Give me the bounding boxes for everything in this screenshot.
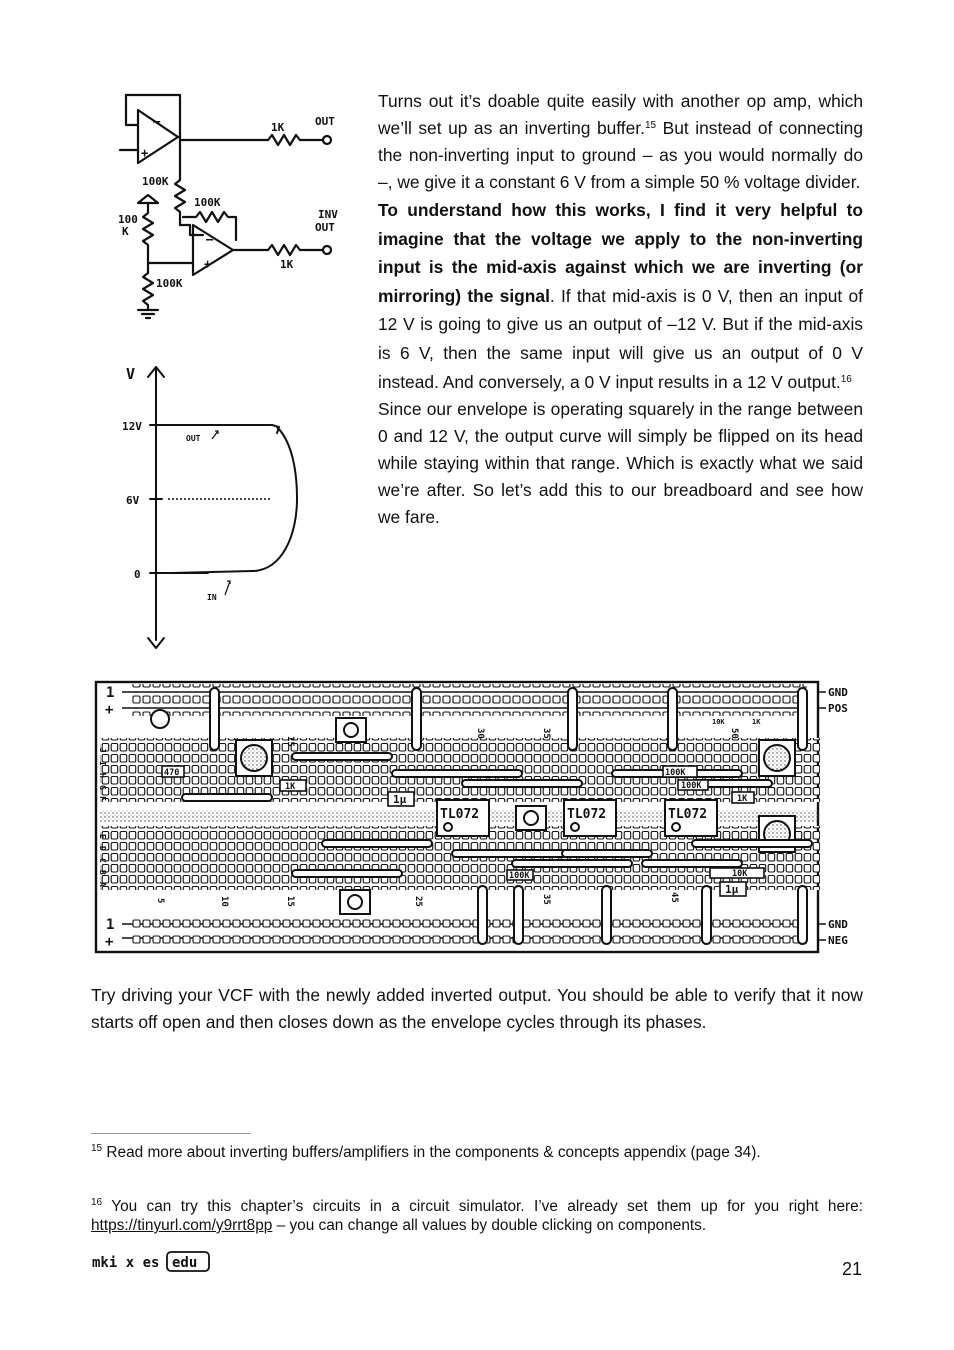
res-label-100k-c: 100K <box>681 781 702 791</box>
col-num-10-bottom: 10 <box>219 896 229 907</box>
res-label-100k-b: 100K <box>509 871 530 881</box>
simulator-link[interactable]: https://tinyurl.com/y9rrt8pp <box>91 1217 273 1234</box>
res-label-470: 470 <box>164 768 180 778</box>
col-num-15-top: 15 <box>285 736 295 747</box>
label-inv-b: OUT <box>315 221 335 234</box>
label-out: OUT <box>315 115 335 128</box>
res-label-1u-a: 1µ <box>393 793 407 806</box>
label-r-div-top-b: K <box>122 225 129 238</box>
page-number: 21 <box>841 1259 862 1279</box>
svg-text:mki x es: mki x es <box>92 1255 160 1271</box>
col-num-15-bottom: 15 <box>285 896 295 907</box>
rail-label-top-pos: POS <box>828 702 848 715</box>
row-letter-c: C <box>98 858 107 863</box>
rail-sign-bottom-1: 1 <box>106 917 115 933</box>
res-label-10k-a: 10K <box>732 869 748 879</box>
col-num-35-bottom: 35 <box>541 894 551 905</box>
chip-label-1: TL072 <box>440 807 480 822</box>
row-letter-g: G <box>98 785 107 790</box>
voltage-graph <box>112 355 312 655</box>
rail-label-top-gnd: GND <box>828 686 848 699</box>
col-num-25-bottom: 25 <box>413 896 423 907</box>
resistor-1k-bottom <box>268 245 300 255</box>
row-letter-b: B <box>98 870 107 875</box>
tick-12v: 12V <box>122 420 142 433</box>
rail-sign-top-1: 1 <box>106 685 115 701</box>
label-r-bottom: 1K <box>280 258 294 271</box>
res-label-1k-c: 1K <box>752 718 761 726</box>
label-out-curve: OUT <box>186 434 201 443</box>
svg-text:edu: edu <box>172 1255 198 1271</box>
right-column-text <box>378 88 863 531</box>
label-inv-a: INV <box>318 208 338 221</box>
label-in-curve: IN <box>207 593 217 602</box>
resistor-100k-divider-bottom <box>143 273 153 305</box>
row-letter-f: F <box>98 796 107 801</box>
paragraph-1: Turns out it’s doable quite easily with another op amp, which we’ll set up as an inverting buffer.$^{15}$ But instead of connecting the non-inverting input to ground – as you would normally do –, we give it a constant 6 V from a simple 50 % voltage divider. <box>378 91 864 192</box>
row-letter-j: J <box>98 748 107 753</box>
rail-label-bottom-gnd: GND <box>828 918 848 931</box>
paragraph-2: To understand how this works, I find it very helpful to imagine that the voltage we apply to the non-inverting input is the mid-axis against which we are inverting (or mirroring) the signal. If that mid-axis is 0 V, then an input of 12 V is going to give us an output of –12 V. But if the mid-axis is 6 V, then the same input will give us an output of 0 V instead. And conversely, a 0 V input results in a 12 V output.$^{16}$ <box>378 200 863 392</box>
row-letter-d: D <box>98 846 107 851</box>
rail-label-bottom-neg: NEG <box>828 934 848 947</box>
inverting-buffer-schematic <box>108 85 353 320</box>
res-label-1u-b: 1µ <box>725 883 739 896</box>
resistor-100k-divider-top <box>143 213 153 245</box>
res-label-1k-b: 1K <box>737 794 748 804</box>
row-letter-a: A <box>98 882 107 887</box>
footnote-ref-15[interactable]: 15 <box>644 120 657 131</box>
svg-text:–: – <box>206 232 214 246</box>
resistor-100k-vertical <box>175 180 185 212</box>
tick-0: 0 <box>134 568 141 581</box>
breadboard-illustration <box>92 676 862 956</box>
footnote-divider <box>91 1133 251 1134</box>
col-num-35-top: 35 <box>541 728 551 739</box>
paragraph-4: Try driving your VCF with the newly added inverted output. You should be able to verify that it now starts off open and then closes down as the envelope cycles through its phases. <box>91 985 863 1032</box>
svg-text:–: – <box>153 114 161 128</box>
paragraph-3: Since our envelope is operating squarely in the range between 0 and 12 V, the output curve will simply be flipped on its head while staying within that range. Which is exactly what we said we’re after. So let’s add this to our breadboard and see how we fare. <box>378 399 863 528</box>
res-label-100k-a: 100K <box>665 768 686 778</box>
label-r-div-top-a: 100 <box>118 213 138 226</box>
svg-text:+: + <box>141 146 149 160</box>
res-label-10k-b: 10K <box>712 718 725 726</box>
label-r-top: 1K <box>271 121 285 134</box>
label-r-fb-left: 100K <box>142 175 169 188</box>
label-r-fb: 100K <box>194 196 221 209</box>
axis-label-v: V <box>126 365 136 383</box>
row-letter-h: H <box>98 773 107 778</box>
tick-6v: 6V <box>126 494 140 507</box>
col-num-30-top: 30 <box>475 728 485 739</box>
rail-sign-bottom-plus: + <box>105 934 114 950</box>
chip-label-3: TL072 <box>668 807 708 822</box>
col-num-5-bottom: 5 <box>155 898 165 904</box>
row-letter-e: E <box>98 834 107 839</box>
footnote-16: $^{16}$ You can try this chapter’s circuits in a circuit simulator. I’ve already set them up for you right here: https://tinyurl.com/y9rrt8pp – you can change all values by double clicking on components. <box>91 1197 863 1234</box>
res-label-1k-a: 1K <box>285 782 296 792</box>
footnote-ref-16[interactable]: 16 <box>840 373 852 385</box>
label-r-div-bottom: 100K <box>156 277 183 290</box>
col-num-50-top: 50 <box>729 728 739 739</box>
rail-sign-top-plus: + <box>105 702 114 718</box>
resistor-1k-top <box>268 135 300 145</box>
svg-text:+: + <box>204 257 212 271</box>
chip-label-2: TL072 <box>567 807 607 822</box>
mki-es-edu-logo <box>92 1250 212 1274</box>
footnote-15: $^{15}$ Read more about inverting buffers/amplifiers in the components & concepts appendix (page 34). <box>91 1143 761 1161</box>
col-num-45-bottom: 45 <box>669 892 679 903</box>
row-letter-i: I <box>98 761 107 766</box>
